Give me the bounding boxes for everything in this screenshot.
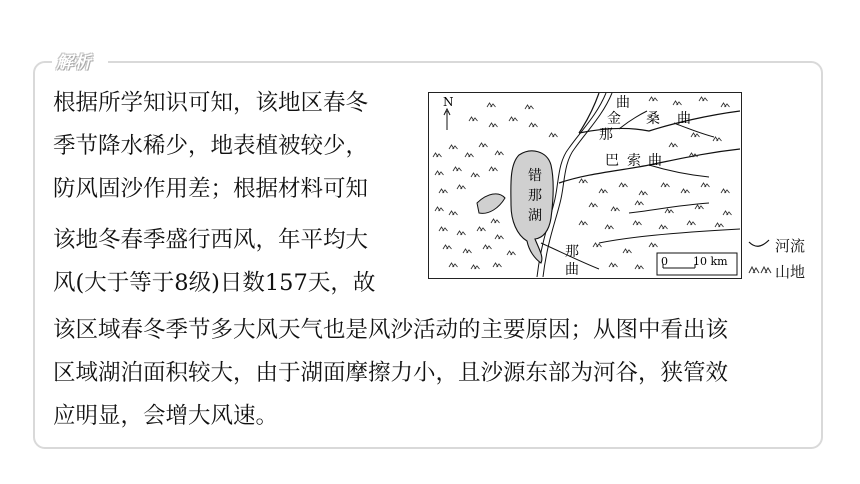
river-legend-icon bbox=[747, 238, 773, 252]
north-label: N bbox=[443, 95, 454, 109]
scale-value: 10 km bbox=[693, 255, 728, 268]
river-north bbox=[579, 93, 599, 133]
river-label-qu3: 曲 bbox=[648, 153, 662, 169]
river-label-ba: 巴 bbox=[605, 153, 619, 169]
text-line-5: 风(大于等于8级)日数157天，故 bbox=[53, 270, 376, 296]
mountain-legend-icon bbox=[748, 264, 774, 276]
text-line-4: 该地冬春季盛行西风，年平均大 bbox=[53, 227, 369, 253]
text-line-7: 区域湖泊面积较大，由于湖面摩擦力小，且沙源东部为河谷，狭管效 bbox=[53, 360, 729, 386]
map-svg bbox=[429, 93, 740, 277]
section-tag-label: 解析 bbox=[56, 53, 92, 73]
river-label-jin: 金 bbox=[607, 111, 621, 127]
river-label-qu2: 曲 bbox=[677, 111, 691, 127]
small-lake bbox=[477, 194, 505, 213]
river-label-qu1: 曲 bbox=[616, 95, 630, 111]
text-line-6: 该区域春冬季节多大风天气也是风沙活动的主要原因；从图中看出该 bbox=[53, 317, 729, 343]
river-label-qu4: 曲 bbox=[565, 262, 579, 277]
river-label-sang: 桑 bbox=[646, 111, 660, 127]
lake-label-1: 错 bbox=[528, 168, 542, 184]
map-figure bbox=[428, 92, 742, 279]
river-label-na2: 那 bbox=[565, 244, 579, 260]
text-line-8: 应明显，会增大风速。 bbox=[53, 403, 279, 429]
river-label-suo: 索 bbox=[627, 153, 641, 169]
text-line-3: 防风固沙作用差；根据材料可知 bbox=[53, 176, 369, 202]
river-label-na1: 那 bbox=[599, 127, 613, 143]
text-line-2: 季节降水稀少，地表植被较少， bbox=[53, 133, 369, 159]
lake-label-2: 那 bbox=[528, 188, 542, 204]
lake-label-3: 湖 bbox=[528, 208, 542, 224]
scale-zero: 0 bbox=[661, 255, 668, 268]
legend-river-label: 河流 bbox=[775, 237, 806, 255]
legend-mountain-label: 山地 bbox=[775, 263, 806, 281]
text-line-1: 根据所学知识可知，该地区春冬 bbox=[53, 90, 369, 116]
section-tag bbox=[52, 48, 108, 73]
